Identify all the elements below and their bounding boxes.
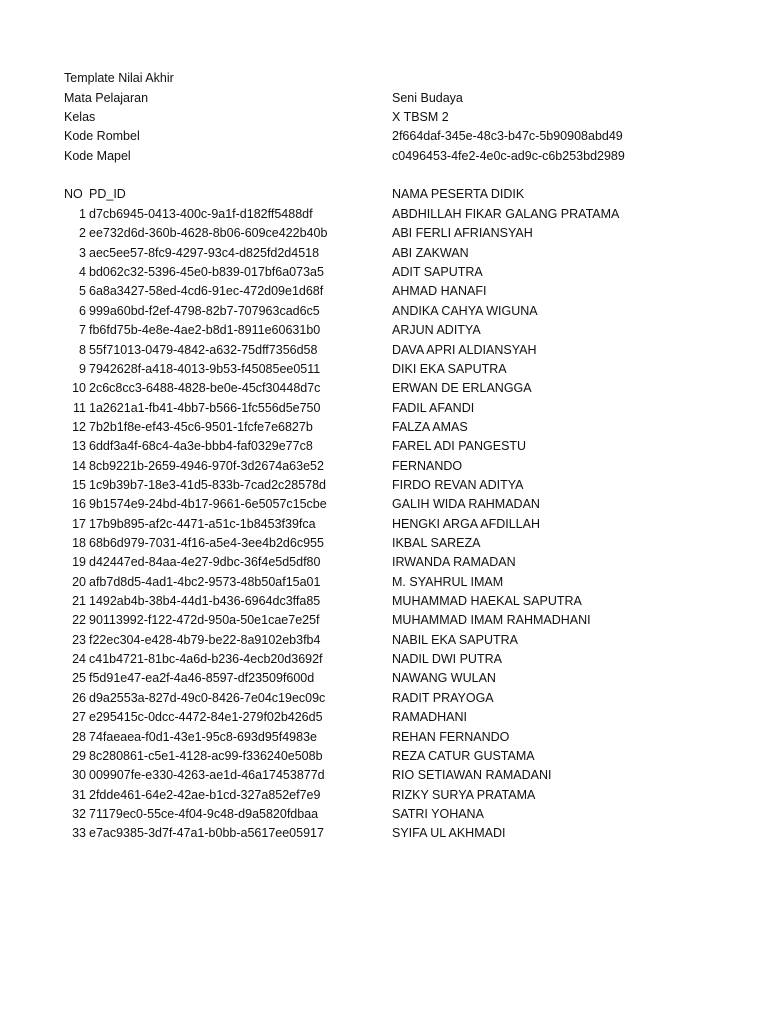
- row-student-name: M. SYAHRUL IMAM: [392, 574, 504, 589]
- row-number: 13: [72, 439, 86, 454]
- table-row: [0, 650, 768, 669]
- table-row: [0, 360, 768, 379]
- table-row: [0, 321, 768, 340]
- row-student-name: RIZKY SURYA PRATAMA: [392, 787, 536, 802]
- table-row: [0, 708, 768, 727]
- row-number: 10: [72, 381, 86, 396]
- row-pd-id: 90113992-f122-472d-950a-50e1cae7e25f: [89, 613, 320, 628]
- row-pd-id: 1c9b39b7-18e3-41d5-833b-7cad2c28578d: [89, 477, 327, 492]
- row-number: 20: [72, 574, 86, 589]
- row-student-name: ANDIKA CAHYA WIGUNA: [392, 303, 538, 318]
- row-pd-id: 71179ec0-55ce-4f04-9c48-d9a5820fdbaa: [89, 806, 319, 821]
- field-label-kode-rombel: Kode Rombel: [64, 129, 140, 143]
- row-pd-id: 2c6c8cc3-6488-4828-be0e-45cf30448d7c: [89, 381, 321, 396]
- row-number: 3: [79, 245, 86, 260]
- row-number: 32: [72, 806, 86, 821]
- row-pd-id: d7cb6945-0413-400c-9a1f-d182ff5488df: [89, 207, 313, 221]
- row-pd-id: f5d91e47-ea2f-4a46-8597-df23509f600d: [89, 671, 315, 686]
- document-title: Template Nilai Akhir: [64, 71, 174, 85]
- row-number: 5: [79, 284, 86, 299]
- row-student-name: ERWAN DE ERLANGGA: [392, 381, 532, 396]
- row-student-name: SATRI YOHANA: [392, 806, 484, 821]
- table-row: [0, 457, 768, 476]
- row-number: 26: [72, 690, 86, 705]
- row-student-name: AHMAD HANAFI: [392, 284, 487, 299]
- field-value-kelas: X TBSM 2: [392, 110, 449, 124]
- table-row: [0, 399, 768, 418]
- row-student-name: FALZA AMAS: [392, 419, 468, 434]
- row-pd-id: d42447ed-84aa-4e27-9dbc-36f4e5d5df80: [89, 555, 321, 570]
- table-row: [0, 766, 768, 785]
- row-number: 28: [72, 729, 86, 744]
- row-pd-id: 8c280861-c5e1-4128-ac99-f336240e508b: [89, 748, 323, 763]
- row-number: 11: [73, 400, 86, 415]
- table-row: [0, 418, 768, 437]
- row-pd-id: 009907fe-e330-4263-ae1d-46a17453877d: [89, 768, 325, 783]
- row-number: 19: [72, 555, 86, 570]
- row-student-name: GALIH WIDA RAHMADAN: [392, 497, 540, 512]
- row-pd-id: 9b1574e9-24bd-4b17-9661-6e5057c15cbe: [89, 497, 327, 512]
- row-pd-id: ee732d6d-360b-4628-8b06-609ce422b40b: [89, 226, 328, 241]
- row-student-name: REZA CATUR GUSTAMA: [392, 748, 535, 763]
- row-pd-id: e295415c-0dcc-4472-84e1-279f02b426d5: [89, 710, 323, 725]
- table-row: [0, 379, 768, 398]
- table-row: [0, 263, 768, 282]
- row-pd-id: 8cb9221b-2659-4946-970f-3d2674a63e52: [89, 458, 324, 473]
- row-pd-id: fb6fd75b-4e8e-4ae2-b8d1-8911e60631b0: [89, 323, 321, 338]
- row-pd-id: e7ac9385-3d7f-47a1-b0bb-a5617ee05917: [89, 826, 324, 841]
- row-number: 1: [79, 207, 86, 221]
- table-row: [0, 786, 768, 805]
- table-row: [0, 495, 768, 514]
- row-student-name: SYIFA UL AKHMADI: [392, 826, 506, 841]
- row-pd-id: 17b9b895-af2c-4471-a51c-1b8453f39fca: [89, 516, 316, 531]
- table-row: [0, 341, 768, 360]
- row-number: 16: [72, 497, 86, 512]
- row-student-name: FIRDO REVAN ADITYA: [392, 477, 524, 492]
- row-student-name: FERNANDO: [392, 458, 463, 473]
- row-student-name: MUHAMMAD HAEKAL SAPUTRA: [392, 594, 582, 608]
- row-number: 23: [72, 632, 86, 647]
- table-row: [0, 224, 768, 243]
- row-student-name: NABIL EKA SAPUTRA: [392, 632, 518, 647]
- row-student-name: DAVA APRI ALDIANSYAH: [392, 342, 537, 357]
- table-row: [0, 573, 768, 592]
- row-pd-id: 7b2b1f8e-ef43-45c6-9501-1fcfe7e6827b: [89, 419, 313, 434]
- row-pd-id: 7942628f-a418-4013-9b53-f45085ee0511: [89, 361, 321, 376]
- row-number: 7: [79, 323, 86, 338]
- row-pd-id: d9a2553a-827d-49c0-8426-7e04c19ec09c: [89, 690, 326, 705]
- row-number: 22: [72, 613, 86, 628]
- table-row: [0, 669, 768, 688]
- table-row: [0, 592, 768, 611]
- row-pd-id: 6a8a3427-58ed-4cd6-91ec-472d09e1d68f: [89, 284, 324, 299]
- row-student-name: HENGKI ARGA AFDILLAH: [392, 516, 540, 531]
- row-number: 15: [72, 477, 86, 492]
- table-row: [0, 302, 768, 321]
- row-pd-id: 55f71013-0479-4842-a632-75dff7356d58: [89, 342, 318, 357]
- row-pd-id: 68b6d979-7031-4f16-a5e4-3ee4b2d6c955: [89, 536, 324, 550]
- row-pd-id: 999a60bd-f2ef-4798-82b7-707963cad6c5: [89, 303, 320, 318]
- row-number: 33: [72, 826, 86, 841]
- row-student-name: FAREL ADI PANGESTU: [392, 439, 527, 454]
- row-number: 12: [72, 419, 86, 434]
- row-student-name: NAWANG WULAN: [392, 671, 496, 686]
- table-row: [0, 728, 768, 747]
- table-row: [0, 244, 768, 263]
- table-row: [0, 824, 768, 843]
- row-student-name: RAMADHANI: [392, 710, 468, 725]
- row-pd-id: afb7d8d5-4ad1-4bc2-9573-48b50af15a01: [89, 574, 321, 589]
- table-row: [0, 689, 768, 708]
- row-student-name: ABI ZAKWAN: [392, 245, 469, 260]
- row-student-name: ADIT SAPUTRA: [392, 265, 483, 280]
- row-pd-id: bd062c32-5396-45e0-b839-017bf6a073a5: [89, 265, 324, 280]
- field-value-mata-pelajaran: Seni Budaya: [392, 91, 463, 105]
- table-row: [0, 747, 768, 766]
- column-header-nama: NAMA PESERTA DIDIK: [392, 187, 525, 201]
- field-label-mata-pelajaran: Mata Pelajaran: [64, 91, 149, 105]
- table-row: [0, 437, 768, 456]
- field-value-kode-rombel: 2f664daf-345e-48c3-b47c-5b90908abd49: [392, 129, 623, 143]
- row-number: 18: [72, 536, 86, 550]
- row-student-name: RADIT PRAYOGA: [392, 690, 494, 705]
- row-pd-id: aec5ee57-8fc9-4297-93c4-d825fd2d4518: [89, 245, 320, 260]
- table-row: [0, 805, 768, 824]
- row-student-name: IKBAL SAREZA: [392, 536, 481, 550]
- row-number: 24: [72, 652, 86, 666]
- row-number: 9: [79, 361, 86, 376]
- table-row: [0, 515, 768, 534]
- table-row: [0, 611, 768, 630]
- table-row: [0, 476, 768, 495]
- column-header-no: NO: [64, 187, 83, 201]
- column-header-pd-id: PD_ID: [89, 187, 126, 201]
- row-student-name: RIO SETIAWAN RAMADANI: [392, 768, 552, 783]
- row-number: 8: [79, 342, 86, 357]
- field-label-kode-mapel: Kode Mapel: [64, 149, 131, 163]
- row-pd-id: 74faeaea-f0d1-43e1-95c8-693d95f4983e: [89, 729, 317, 744]
- table-row: [0, 534, 768, 553]
- row-student-name: DIKI EKA SAPUTRA: [392, 361, 507, 376]
- field-label-kelas: Kelas: [64, 110, 96, 124]
- table-row: [0, 553, 768, 572]
- table-row: [0, 282, 768, 301]
- row-number: 25: [72, 671, 86, 686]
- row-pd-id: f22ec304-e428-4b79-be22-8a9102eb3fb4: [89, 632, 321, 647]
- row-pd-id: 1492ab4b-38b4-44d1-b436-6964dc3ffa85: [89, 594, 321, 608]
- row-student-name: NADIL DWI PUTRA: [392, 652, 502, 666]
- row-number: 14: [72, 458, 86, 473]
- table-row: [0, 631, 768, 650]
- field-value-kode-mapel: c0496453-4fe2-4e0c-ad9c-c6b253bd2989: [392, 149, 625, 163]
- row-number: 27: [72, 710, 86, 725]
- row-pd-id: 2fdde461-64e2-42ae-b1cd-327a852ef7e9: [89, 787, 321, 802]
- row-student-name: ARJUN ADITYA: [392, 323, 481, 338]
- row-pd-id: 6ddf3a4f-68c4-4a3e-bbb4-faf0329e77c8: [89, 439, 313, 454]
- row-pd-id: c41b4721-81bc-4a6d-b236-4ecb20d3692f: [89, 652, 323, 666]
- row-student-name: ABI FERLI AFRIANSYAH: [392, 226, 533, 241]
- table-row: [0, 205, 768, 224]
- row-pd-id: 1a2621a1-fb41-4bb7-b566-1fc556d5e750: [89, 400, 321, 415]
- row-number: 29: [72, 748, 86, 763]
- row-student-name: ABDHILLAH FIKAR GALANG PRATAMA: [392, 207, 620, 221]
- row-student-name: FADIL AFANDI: [392, 400, 475, 415]
- row-student-name: MUHAMMAD IMAM RAHMADHANI: [392, 613, 591, 628]
- row-number: 4: [79, 265, 86, 280]
- row-student-name: REHAN FERNANDO: [392, 729, 510, 744]
- row-number: 6: [79, 303, 86, 318]
- row-student-name: IRWANDA RAMADAN: [392, 555, 516, 570]
- row-number: 2: [79, 226, 86, 241]
- row-number: 21: [72, 594, 86, 608]
- row-number: 30: [72, 768, 86, 783]
- row-number: 31: [72, 787, 86, 802]
- row-number: 17: [72, 516, 86, 531]
